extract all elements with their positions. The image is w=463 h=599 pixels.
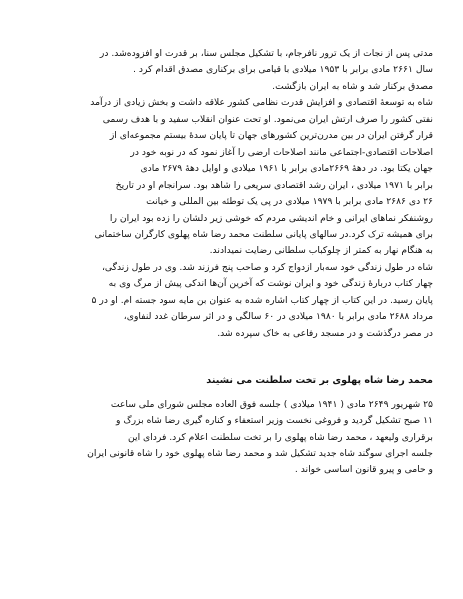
text-line: مرداد ۲۶۸۸ مادی برابر با ۱۹۸۰ میلادی در ۶۰ سالگی و در اثر سرطان غدد لنفاوی، bbox=[123, 311, 433, 323]
coronation-section bbox=[38, 373, 433, 478]
text-line: برقراری ولیعهد ، محمد رضا شاه پهلوی را بر تخت سلطنت اعلام کرد. فردای این bbox=[128, 431, 433, 443]
text-line: برابر با ۱۹۷۱ میلادی ، ایران رشد اقتصادی سریعی را شاهد بود. سرانجام او در تاریخ bbox=[115, 179, 433, 191]
text-line: در مصر درگذشت و در مسجد رفاعی به خاک سپرده شد. bbox=[217, 327, 433, 339]
section-body bbox=[38, 397, 433, 478]
text-line: شاه در طول زندگی خود سه‌بار ازدواج کرد و صاحب پنج فرزند شد. وی در طول زندگی، bbox=[101, 261, 433, 273]
text-line: روشنفکر نماهای ایرانی و خام اندیشی مردم که خوشی زیر دلشان را زده بود ایران را bbox=[109, 212, 433, 224]
text-line: مدتی پس از نجات از یک ترور نافرجام، با تشکیل مجلس سنا، بر قدرت او افزوده‌شد. در bbox=[99, 48, 433, 59]
text-line: اصلاحات اقتصادی-اجتماعی مانند اصلاحات ارضی را آغاز نمود که در نوبه خود در bbox=[130, 146, 433, 158]
text-line: ۱۱ صبح تشکیل گردید و فروغی نخست وزیر استعفاء و کناره گیری رضا شاه بزرگ و bbox=[116, 415, 433, 427]
text-line: جهان یکتا بود. در دههٔ ۲۶۶۹مادی برابر با ۱۹۶۱ میلادی و اوایل دههٔ ۲۶۷۹ مادی bbox=[140, 163, 433, 175]
text-line: قرار گرفتن ایران در بین مدرن‌ترین کشورهای جهان تا پایان سدهٔ بیستم مجموعه‌ای از bbox=[109, 130, 433, 142]
text-line: نفتی کشور را صرف ارتش ایران می‌نمود. او تحت عنوان انقلاب سفید و با هدف رسمی bbox=[102, 113, 433, 125]
text-line: سال ۲۶۶۱ مادی برابر با ۱۹۵۳ میلادی با قیامی برای برکناری مصدق اقدام کرد . bbox=[133, 64, 433, 76]
text-line: چهار کتاب دربارهٔ زندگی خود و ایران نوشت که آخرین آن‌ها اندکی پیش از مرگ وی به bbox=[108, 278, 433, 290]
text-line: شاه به توسعهٔ اقتصادی و افزایش قدرت نظامی کشور علاقه داشت و بخش زیادی از درآمد bbox=[90, 97, 433, 109]
text-line: جلسه اجرای سوگند شاه جدید تشکیل شد و محمد رضا شاه پهلوی خود را شاه قانونی ایران bbox=[87, 447, 433, 459]
section-heading: محمد رضا شاه پهلوی بر تخت سلطنت می نشیند bbox=[206, 375, 433, 386]
text-line: برای همیشه ترک کرد.در سالهای پایانی سلطنت محمد رضا شاه پهلوی کارگران ساختمانی bbox=[94, 228, 433, 240]
text-line: پایان رسید. در این کتاب از چهار کتاب اشاره شده به عنوان بن مایه سود جسته ام. او در ۵ bbox=[91, 294, 433, 306]
biography-text bbox=[38, 46, 433, 342]
text-line: و حامی و پیرو قانون اساسی خواند . bbox=[294, 464, 433, 476]
text-line: مصدق برکنار شد و شاه به ایران بازگشت. bbox=[272, 80, 433, 92]
text-line: ۲۶ دی ۲۶۸۶ مادی برابر با ۱۹۷۹ میلادی در پی یک توطئه بین المللی و خیانت bbox=[146, 196, 433, 208]
text-line: ۲۵ شهریور ۲۶۴۹ مادی ( ۱۹۴۱ میلادی ) جلسه فوق العاده مجلس شورای ملی ساعت bbox=[110, 399, 433, 410]
text-line: به هنگام نهار به کمتر از چلوکباب سلطانی رضایت نمیدادند. bbox=[209, 245, 433, 257]
